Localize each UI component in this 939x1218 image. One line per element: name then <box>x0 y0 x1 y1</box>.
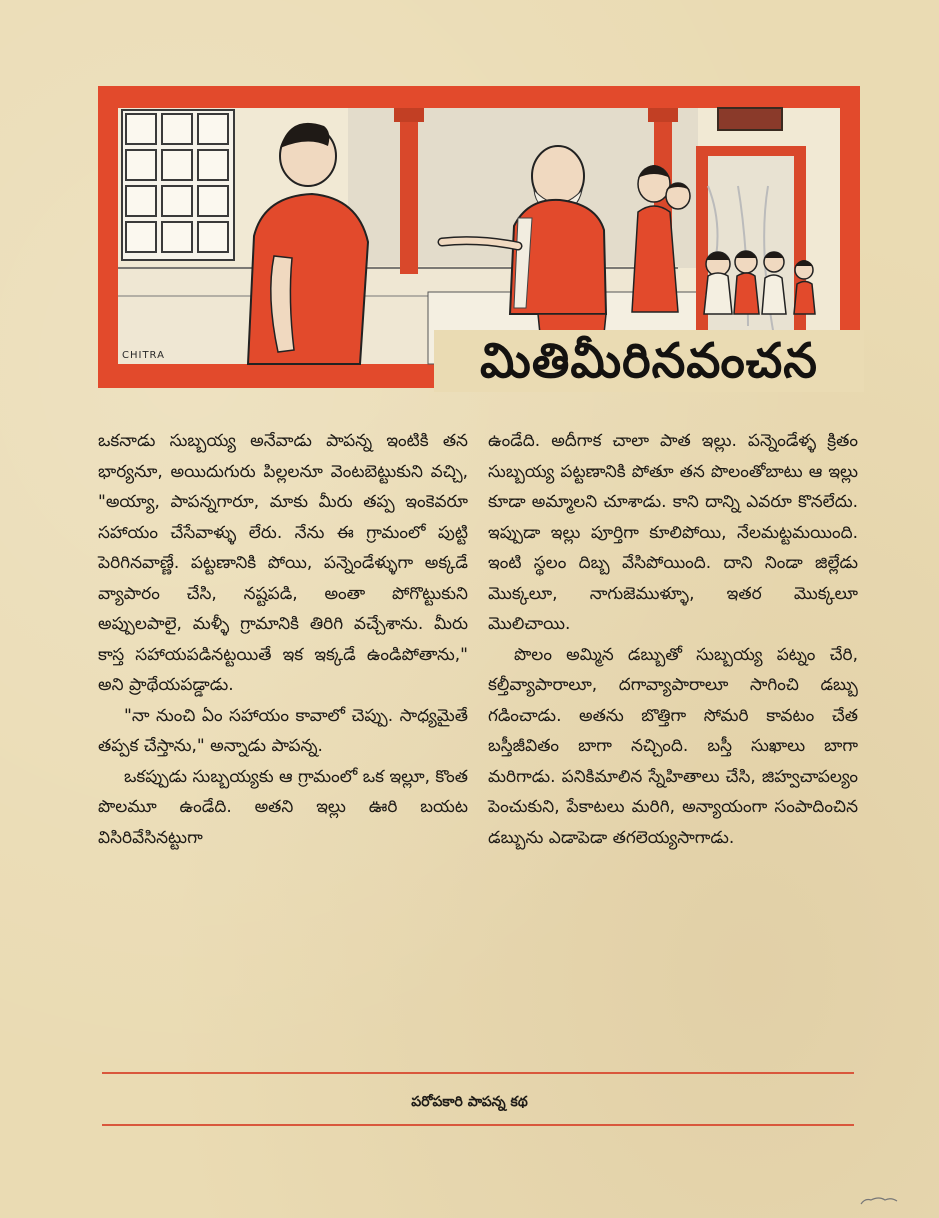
footer-rule-top <box>102 1072 854 1074</box>
paragraph: "నా నుంచి ఏం సహాయం కావాలో చెప్పు. సాధ్యమైతే తప్పక చేస్తాను," అన్నాడు పాపన్న. <box>98 705 468 756</box>
page-corner-mark <box>859 1196 899 1206</box>
story-title: మితిమీరినవంచన <box>434 330 864 392</box>
artist-signature: CHITRA <box>122 350 165 361</box>
paragraph: ఉండేది. అదీగాక చాలా పాత ఇల్లు. పన్నెండేళ్ళ క్రితం సుబ్బయ్య పట్టణానికి పోతూ తన పొలంతోబాటు ఆ ఇల్లు కూడా అమ్మాలని చూశాడు. కాని దాన్ని ఎవరూ కొనలేదు. ఇప్పుడా ఇల్లు పూర్తిగా కూలిపోయి, నేలమట్టమయింది. ఇంటి స్థలం దిబ్బ వేసిపోయింది. దాని నిండా జిల్లేడు మొక్కలూ, నాగుజెముళ్ళూ, ఇతర మొక్కలూ మొలిచాయి. <box>488 431 858 634</box>
paragraph: ఒకనాడు సుబ్బయ్య అనేవాడు పాపన్న ఇంటికి తన భార్యనూ, అయిదుగురు పిల్లలనూ వెంటబెట్టుకుని వచ్చి, "అయ్యా, పాపన్నగారూ, మాకు మీరు తప్ప ఇంకెవరూ సహాయం చేసేవాళ్ళు లేరు. నేను ఈ గ్రామంలో పుట్టి పెరిగినవాణ్ణే. పట్టణానికి పోయి, పన్నెండేళ్ళుగా అక్కడే వ్యాపారం చేసి, నష్టపడి, అంతా పోగొట్టుకుని అప్పులపాలై, మళ్ళీ గ్రామానికి తిరిగి వచ్చేశాను. మీరు కాస్త సహాయపడినట్టయితే ఇక ఇక్కడే ఉండిపోతాను," అని ప్రాథేయపడ్డాడు. <box>98 431 468 695</box>
paragraph: ఒకప్పుడు సుబ్బయ్యకు ఆ గ్రామంలో ఒక ఇల్లూ, కొంత పొలమూ ఉండేది. అతని ఇల్లు ఊరి బయట విసిరివేసినట్టుగా <box>98 766 468 848</box>
left-text-column <box>98 426 468 853</box>
paragraph: పొలం అమ్మిన డబ్బుతో సుబ్బయ్య పట్నం చేరి, కల్తీవ్యాపారాలూ, దగావ్యాపారాలూ సాగించి డబ్బు గడించాడు. అతను బొత్తిగా సోమరి కావటం చేత బస్తీజీవితం బాగా నచ్చింది. బస్తీ సుఖాలు బాగా మరిగాడు. పనికిమాలిన స్నేహితాలు చేసి, జిహ్వచాపల్యం పెంచుకుని, పేకాటలు మరిగి, అన్యాయంగా సంపాదించిన డబ్బును ఎడాపెడా తగలెయ్యసాగాడు. <box>488 644 858 848</box>
right-text-column <box>488 426 858 853</box>
footer-rule-bottom <box>102 1124 854 1126</box>
running-footer-title: పరోపకారి పాపన్న కథ <box>411 1094 528 1110</box>
